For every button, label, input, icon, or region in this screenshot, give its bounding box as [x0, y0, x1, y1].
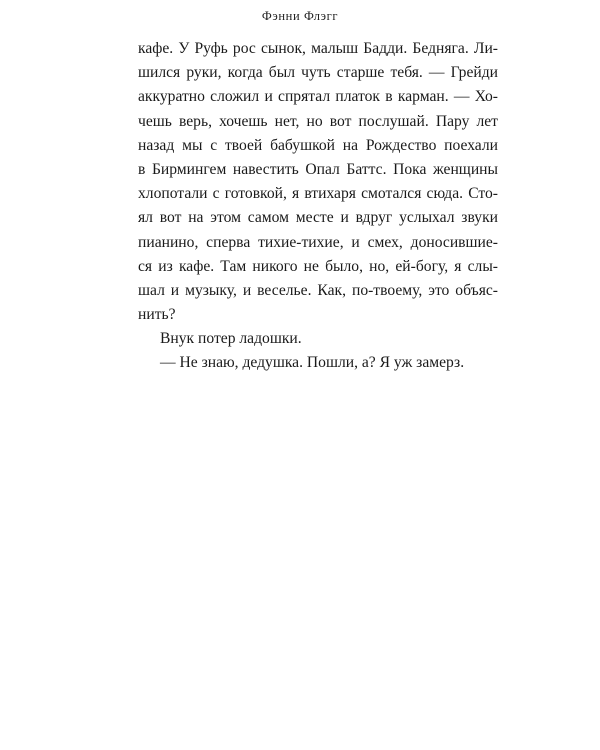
text-line: назад мы с твоей бабушкой на Рождество поехали: [138, 136, 498, 154]
text-line: кафе. У Руфь рос сынок, малыш Бадди. Бедняга. Ли-: [138, 40, 498, 57]
text-line: ял вот на этом самом месте и вдруг услыхал звуки: [138, 209, 498, 227]
text-line: Внук потер ладошки.: [160, 330, 302, 348]
text-line: хлопотали с готовкой, я втихаря смотался сюда. Сто-: [138, 185, 498, 203]
running-header-author: Фэнни Флэгг: [261, 9, 339, 23]
paragraph-2: [138, 327, 498, 351]
text-line: чешь верь, хочешь нет, но вот послушай. Пару лет: [138, 112, 498, 130]
text-line: в Бирмингем навестить Опал Баттс. Пока женщины: [138, 160, 498, 178]
text-line: аккуратно сложил и спрятал платок в карман. — Хо-: [138, 88, 498, 106]
text-line: пианино, сперва тихие-тихие, и смех, доносившие-: [138, 233, 498, 251]
text-line: шал и музыку, и веселье. Как, по-твоему, это объяс-: [138, 281, 498, 299]
text-line: шился руки, когда был чуть старше тебя. — Грейди: [138, 64, 498, 82]
text-line: ся из кафе. Там никого не было, но, ей-богу, я слы-: [138, 257, 498, 275]
text-line: нить?: [138, 306, 176, 324]
paragraph-1: [138, 37, 498, 327]
paragraph-3: [138, 351, 498, 375]
body-text: [138, 37, 498, 376]
text-line: — Не знаю, дедушка. Пошли, а? Я уж замерз.: [160, 354, 465, 372]
